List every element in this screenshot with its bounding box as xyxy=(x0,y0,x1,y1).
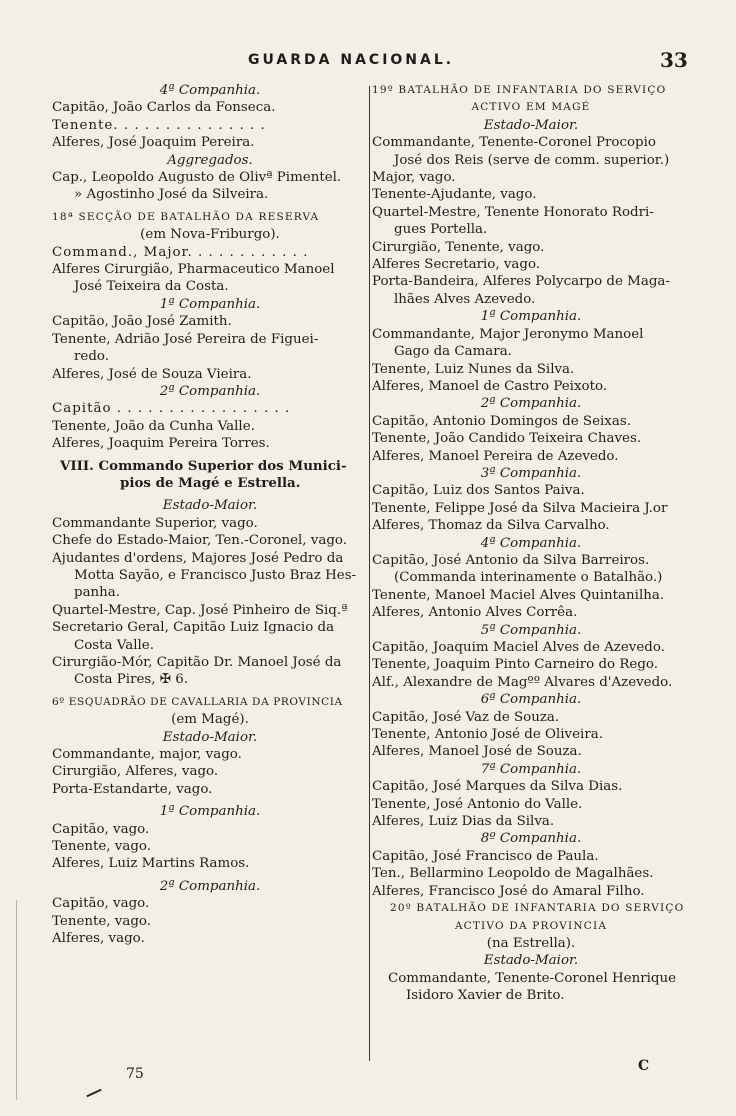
running-title: GUARDA NACIONAL. xyxy=(248,52,455,68)
entry-line: Alferes Cirurgião, Pharmaceutico Manoel xyxy=(52,262,335,278)
entry-line: Alferes, Thomaz da Silva Carvalho. xyxy=(372,518,610,534)
entry-line: panha. xyxy=(74,585,121,601)
section-heading: 1ª Companhia. xyxy=(159,296,261,312)
entry-line: Cirurgião, Tenente, vago. xyxy=(372,239,545,255)
unit-heading: ACTIVO DA PROVINCIA xyxy=(454,919,608,932)
entry-line: Costa Pires, ✠ 6. xyxy=(74,672,189,688)
unit-heading: 20º BATALHÃO DE INFANTARIA DO SERVIÇO xyxy=(390,902,685,915)
entry-line: Tenente. . . . . . . . . . . . . . . xyxy=(52,117,266,133)
entry-line: Commandante, Major Jeronymo Manoel xyxy=(372,326,644,342)
entry-line: Quartel-Mestre, Cap. José Pinheiro de Siq.ª xyxy=(52,602,348,618)
entry-line: gues Portella. xyxy=(394,222,488,238)
section-heading: 4ª Companhia. xyxy=(480,535,582,551)
entry-line: Alf., Alexandre de Magºº Alvares d'Azevedo. xyxy=(372,674,673,690)
entry-line: Capitão, Joaquim Maciel Alves de Azevedo. xyxy=(372,640,665,655)
entry-line: » Agostinho José da Silveira. xyxy=(74,187,269,203)
unit-heading: 19º BATALHÃO DE INFANTARIA DO SERVIÇO xyxy=(372,84,667,96)
ink-mark xyxy=(86,1089,101,1098)
column-divider xyxy=(369,86,370,1061)
section-heading: Estado-Maior. xyxy=(483,117,579,133)
entry-line: Tenente, vago. xyxy=(52,839,152,855)
entry-line: (Commanda interinamente o Batalhão.) xyxy=(394,570,663,586)
entry-line: Capitão, João Carlos da Fonseca. xyxy=(52,100,276,116)
entry-line: Chefe do Estado-Maior, Ten.-Coronel, vago. xyxy=(52,533,348,549)
unit-heading: 18ª SECÇÃO DE BATALHÃO DA RESERVA xyxy=(52,210,320,223)
entry-line: Cirurgião, Alferes, vago. xyxy=(52,764,219,780)
entry-line: Commandante, major, vago. xyxy=(52,747,242,763)
entry-line: Capitão, José Vaz de Souza. xyxy=(372,709,560,725)
entry-line: Tenente, José Antonio do Valle. xyxy=(372,796,583,812)
entry-line: José Teixeira da Costa. xyxy=(74,279,229,295)
entry-line: redo. xyxy=(74,349,109,365)
entry-line: Commandante Superior, vago. xyxy=(52,515,258,531)
right-column xyxy=(372,82,690,1005)
section-heading: Estado-Maior. xyxy=(162,498,258,514)
section-heading: 6ª Companhia. xyxy=(480,692,582,708)
section-heading: 2ª Companhia. xyxy=(159,878,261,894)
entry-line: Alferes, Manoel José de Souza. xyxy=(372,744,582,760)
unit-heading: ACTIVO EM MAGÉ xyxy=(471,101,591,114)
entry-line: Tenente, João Candido Teixeira Chaves. xyxy=(372,431,642,447)
entry-line: Alferes, Manoel Pereira de Azevedo. xyxy=(372,448,619,464)
section-heading: 1ª Companhia. xyxy=(159,804,261,820)
unit-heading: 6º ESQUADRÃO DE CAVALLARIA DA PROVINCIA xyxy=(52,695,343,708)
entry-line: Commandante, Tenente-Coronel Procopio xyxy=(372,135,656,151)
entry-line: Ajudantes d'ordens, Majores José Pedro da xyxy=(52,550,344,566)
entry-line: Capitão, Antonio Domingos de Seixas. xyxy=(372,413,631,429)
signature-mark: C xyxy=(638,1058,650,1074)
section-heading: 3ª Companhia. xyxy=(480,465,582,481)
entry-line: Cirurgião-Mór, Capitão Dr. Manoel José da xyxy=(52,655,342,670)
entry-line: Capitão, José Francisco de Paula. xyxy=(372,848,599,864)
entry-line: Alferes, vago. xyxy=(52,931,145,947)
signature-number: 75 xyxy=(126,1066,144,1082)
entry-line: Costa Valle. xyxy=(74,637,154,653)
entry-line: Tenente-Ajudante, vago. xyxy=(372,187,537,203)
entry-line: Capitão, vago. xyxy=(52,896,150,912)
section-heading: Aggregados. xyxy=(167,152,253,168)
entry-line: Tenente, vago. xyxy=(52,913,152,929)
entry-line: Alferes, José de Souza Vieira. xyxy=(52,366,252,382)
entry-line: Tenente, Adrião José Pereira de Figuei- xyxy=(52,331,319,347)
entry-line: Tenente, Luiz Nunes da Silva. xyxy=(372,361,575,377)
entry-line: Alferes, Luiz Dias da Silva. xyxy=(372,814,555,830)
entry-line: Tenente, João da Cunha Valle. xyxy=(52,418,255,434)
section-heading: 4ª Companhia. xyxy=(159,83,261,98)
page-header xyxy=(0,46,736,76)
entry-line: Command., Major. . . . . . . . . . . . xyxy=(52,244,309,260)
entry-line: Capitão, vago. xyxy=(52,821,150,837)
entry-line: Motta Sayão, e Francisco Justo Braz Hes- xyxy=(74,567,357,583)
entry-line: Tenente, Felippe José da Silva Macieira J.or xyxy=(372,500,668,516)
entry-line: Capitão . . . . . . . . . . . . . . . . . xyxy=(52,401,291,417)
section-heading: 2ª Companhia. xyxy=(480,396,582,412)
entry-line: lhães Alves Azevedo. xyxy=(394,291,536,307)
entry-line: Porta-Bandeira, Alferes Polycarpo de Maga- xyxy=(372,274,670,290)
unit-location: (em Nova-Friburgo). xyxy=(140,227,280,243)
entry-line: Alferes, Francisco José do Amaral Filho. xyxy=(372,883,645,899)
left-column xyxy=(52,82,368,948)
entry-line: Alferes, Joaquim Pereira Torres. xyxy=(52,436,270,452)
entry-line: Isidoro Xavier de Brito. xyxy=(406,988,565,1004)
entry-line: Tenente, Manoel Maciel Alves Quintanilha. xyxy=(372,587,665,603)
entry-line: Alferes Secretario, vago. xyxy=(372,257,541,273)
unit-location: (em Magé). xyxy=(171,712,249,728)
section-heading: 2ª Companhia. xyxy=(159,383,261,399)
entry-line: Capitão, José Marques da Silva Dias. xyxy=(372,779,623,795)
entry-line: Porta-Estandarte, vago. xyxy=(52,781,213,797)
unit-location: (na Estrella). xyxy=(486,935,576,951)
entry-line: Alferes, Antonio Alves Corrêa. xyxy=(372,605,578,621)
entry-line: Tenente, Joaquim Pinto Carneiro do Rego. xyxy=(372,657,659,673)
section-heading: Estado-Maior. xyxy=(162,729,258,745)
entry-line: Alferes, Luiz Martins Ramos. xyxy=(52,856,250,872)
entry-line: Quartel-Mestre, Tenente Honorato Rodri- xyxy=(372,204,654,220)
entry-line: Capitão, José Antonio da Silva Barreiros. xyxy=(372,552,650,568)
section-heading: 8º Companhia. xyxy=(480,831,582,847)
entry-line: Alferes, José Joaquim Pereira. xyxy=(52,135,255,151)
section-heading: 5ª Companhia. xyxy=(480,622,582,638)
entry-line: Secretario Geral, Capitão Luiz Ignacio da xyxy=(52,620,335,636)
command-heading: pios de Magé e Estrella. xyxy=(120,474,301,491)
entry-line: Tenente, Antonio José de Oliveira. xyxy=(372,727,603,743)
entry-line: Gago da Camara. xyxy=(394,344,512,360)
entry-line: Capitão, Luiz dos Santos Paiva. xyxy=(372,483,585,499)
entry-line: Cap., Leopoldo Augusto de Olivª Pimentel. xyxy=(52,170,342,186)
entry-line: Commandante, Tenente-Coronel Henrique xyxy=(388,970,677,986)
command-heading: VIII. Commando Superior dos Munici- xyxy=(60,457,347,474)
margin-rule xyxy=(16,900,17,1100)
entry-line: Alferes, Manoel de Castro Peixoto. xyxy=(372,378,608,394)
section-heading: 1ª Companhia. xyxy=(480,309,582,325)
section-heading: 7ª Companhia. xyxy=(480,761,582,777)
entry-line: Ten., Bellarmino Leopoldo de Magalhães. xyxy=(372,866,654,882)
entry-line: José dos Reis (serve de comm. superior.) xyxy=(394,152,670,168)
entry-line: Major, vago. xyxy=(372,170,456,186)
section-heading: Estado-Maior. xyxy=(483,953,579,969)
page-number: 33 xyxy=(660,48,688,72)
entry-line: Capitão, João José Zamith. xyxy=(52,314,232,330)
